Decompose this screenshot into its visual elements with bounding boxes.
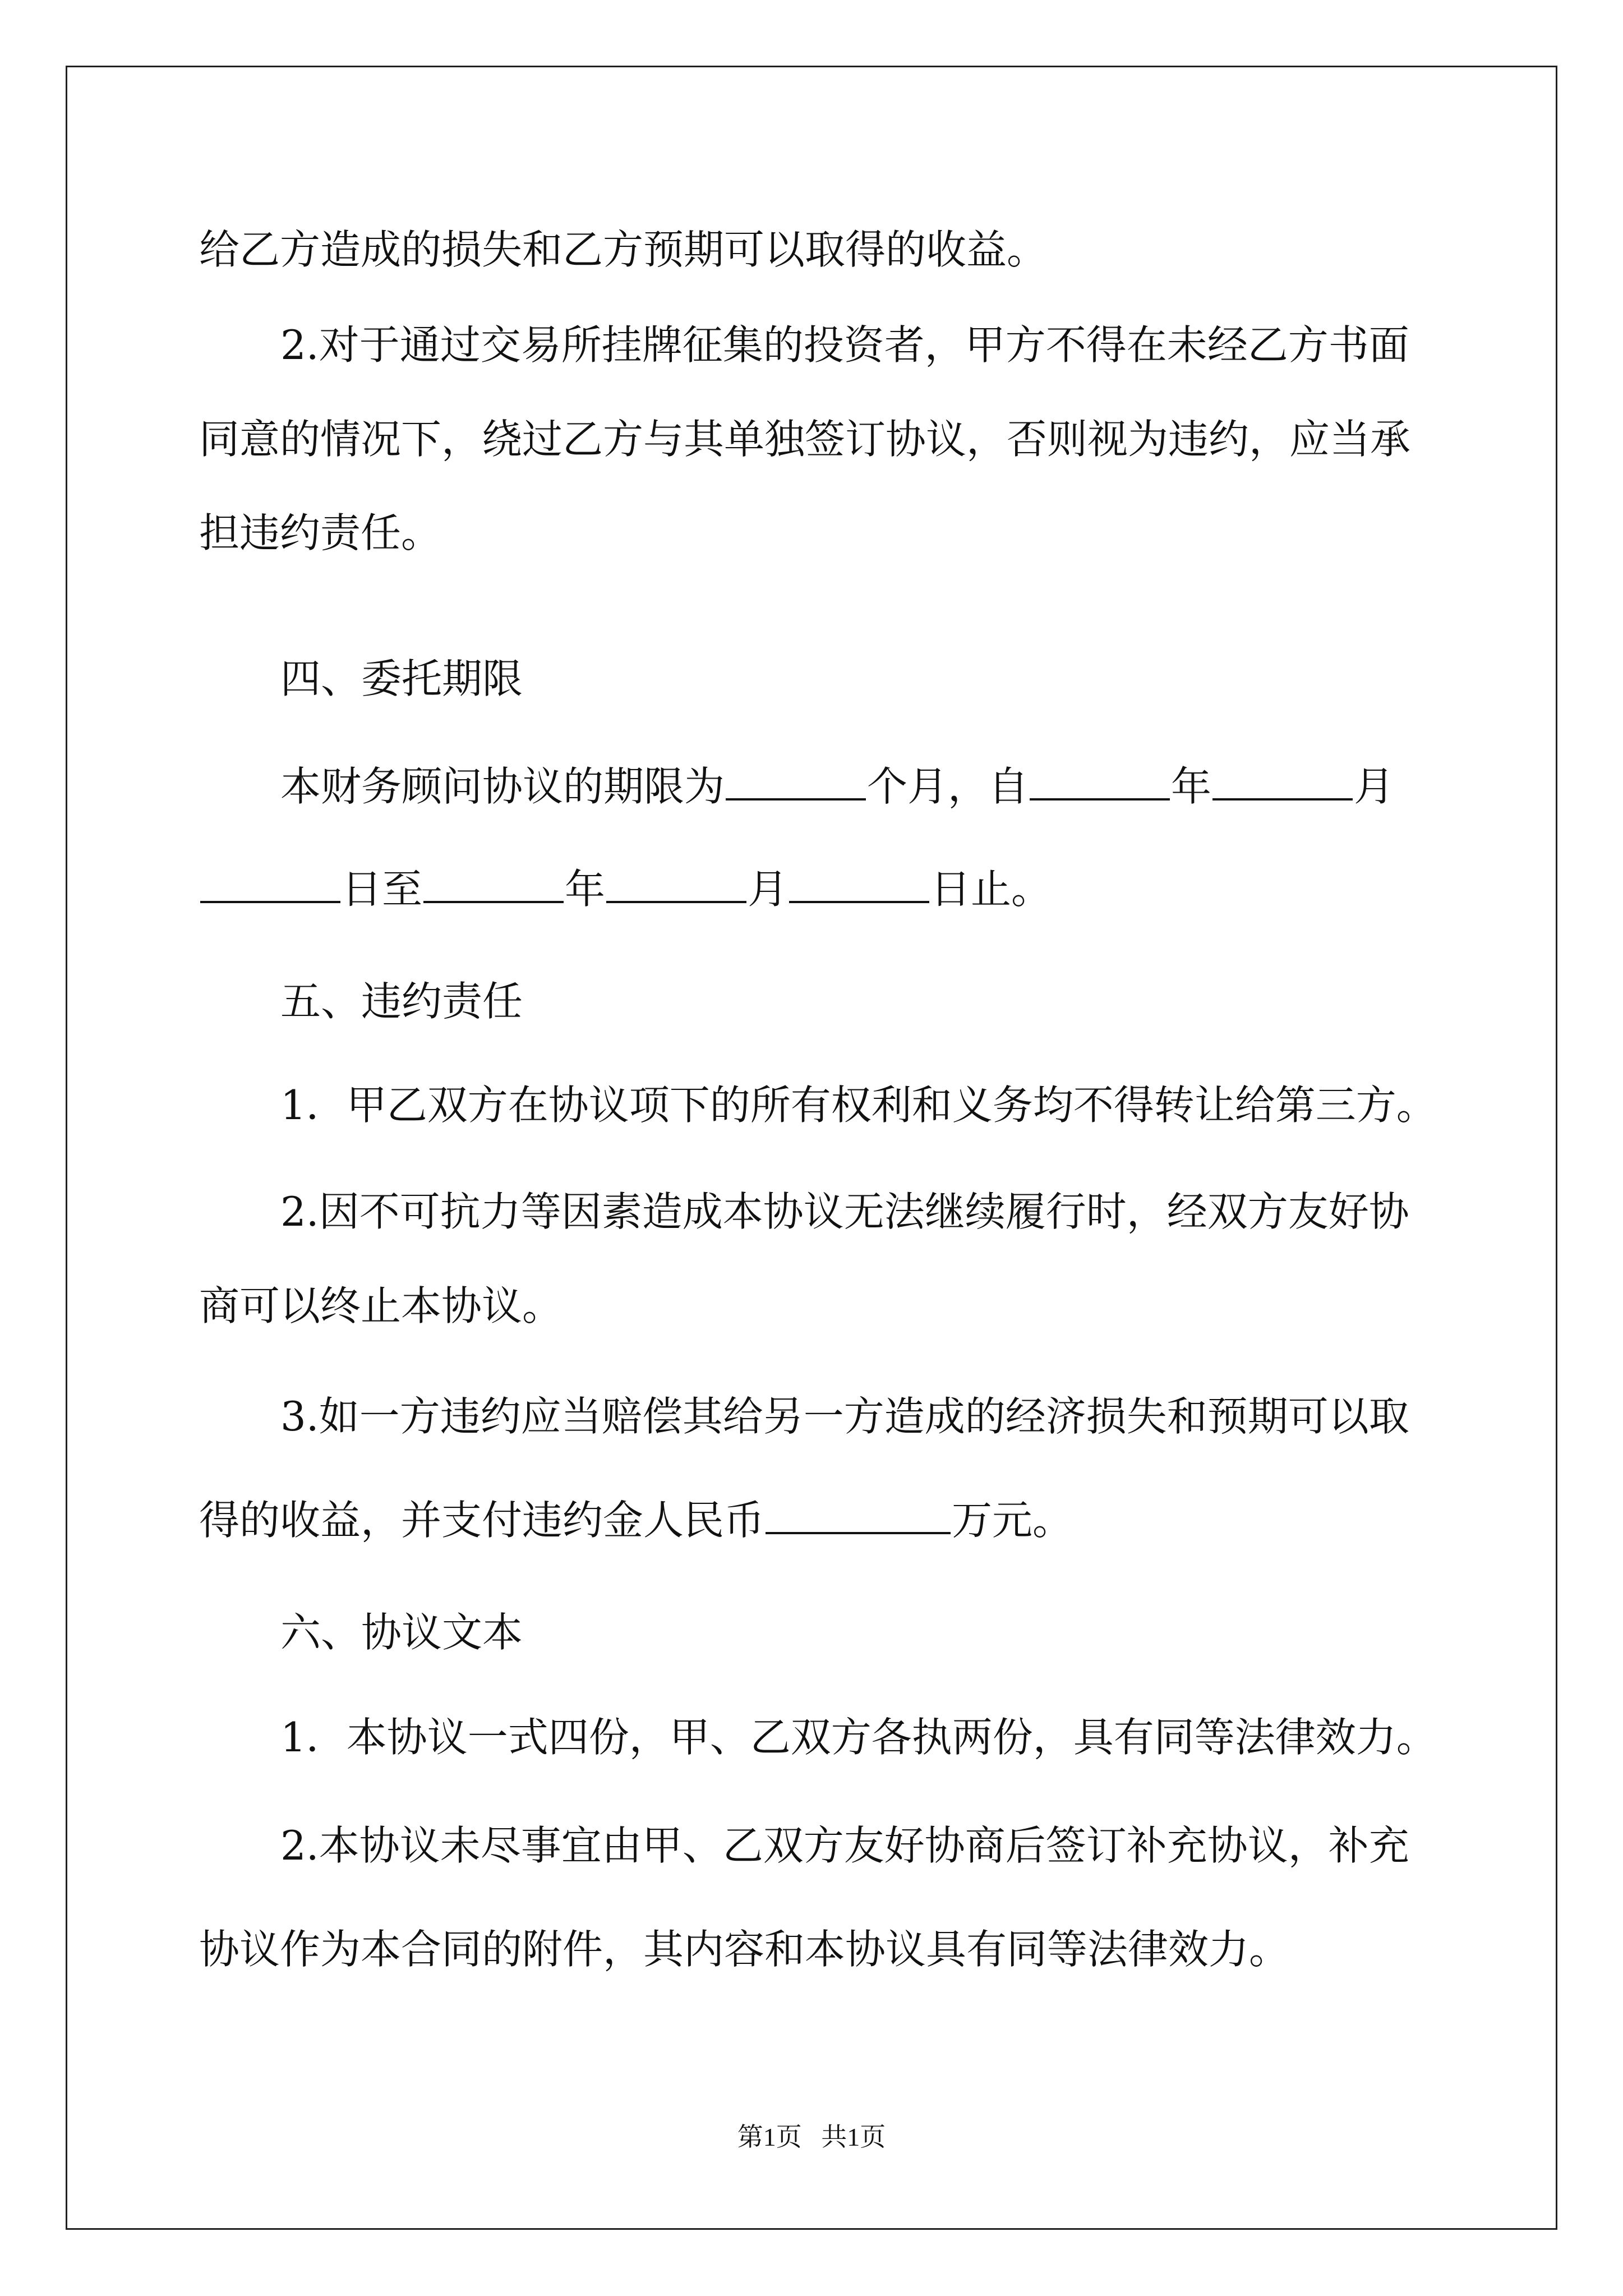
section-heading: 四、委托期限 [280,655,523,702]
paragraph-line: 1．本协议一式四份，甲、乙双方各执两份，具有同等法律效力。 [280,1714,1437,1761]
paragraph-line: 1．甲乙双方在协议项下的所有权利和义务均不得转让给第三方。 [280,1082,1437,1129]
paragraph-line: 2.本协议未尽事宜由甲、乙双方友好协商后签订补充协议，补充 [280,1822,1409,1869]
term-text: 得的收益，并支付违约金人民币 [199,1497,765,1544]
paragraph-line: 同意的情况下，绕过乙方与其单独签订协议，否则视为违约，应当承 [199,416,1411,463]
term-line [280,758,1394,815]
paragraph-line: 2.因不可抗力等因素造成本协议无法继续履行时，经双方友好协 [280,1188,1409,1235]
paragraph-line: 2.对于通过交易所挂牌征集的投资者，甲方不得在未经乙方书面 [280,321,1409,369]
term-line [199,861,1052,917]
term-text: 月 [1354,763,1395,810]
paragraph-line: 3.如一方违约应当赔偿其给另一方造成的经济损失和预期可以取 [280,1393,1409,1440]
blank-field [789,867,929,903]
section-heading: 六、协议文本 [280,1609,523,1656]
term-text: 万元。 [952,1497,1073,1544]
blank-field [200,867,340,903]
blank-field [423,867,564,903]
term-text: 本财务顾问协议的期限为 [280,763,725,810]
paragraph-line: 担违约责任。 [199,509,442,556]
term-text: 日止。 [930,866,1052,913]
term-text: 年 [565,866,606,913]
page-number-footer: 第1页 共1页 [737,2123,886,2151]
paragraph-line: 商可以终止本协议。 [199,1282,563,1329]
term-line [199,1492,1073,1548]
term-text: 月 [748,866,789,913]
blank-field [1030,765,1170,800]
term-text: 个月，自 [867,763,1029,810]
blank-field [726,765,866,800]
term-text: 年 [1171,763,1212,810]
section-heading: 五、违约责任 [280,978,523,1025]
blank-field [606,867,746,903]
term-text: 日至 [342,866,423,913]
blank-field [1212,765,1353,800]
paragraph-line: 协议作为本合同的附件，其内容和本协议具有同等法律效力。 [199,1926,1290,1973]
paragraph-line: 给乙方造成的损失和乙方预期可以取得的收益。 [199,226,1048,273]
blank-field [766,1498,951,1534]
page-border [66,66,1557,2230]
